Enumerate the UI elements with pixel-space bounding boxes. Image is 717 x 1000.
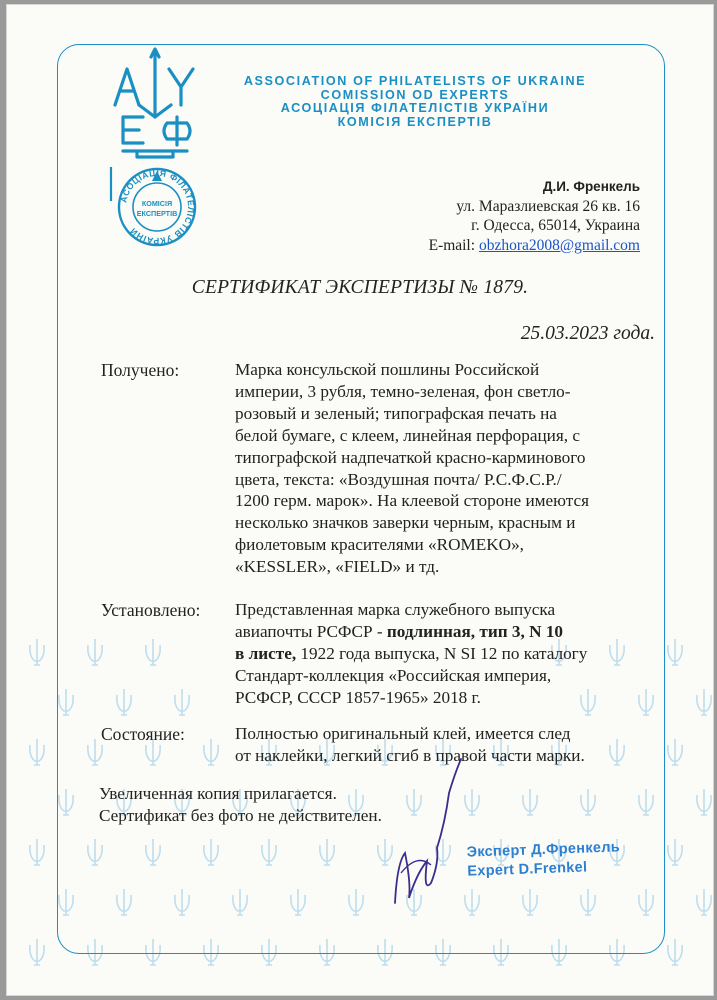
authentic-verdict: подлинная, тип 3, N 10 bbox=[386, 621, 564, 641]
address-line1: ул. Маразлиевская 26 кв. 16 bbox=[456, 197, 640, 215]
received-line: несколько значков заверки черным, красным и bbox=[235, 513, 576, 533]
seal-ring-text: АСОЦІАЦІЯ ФІЛАТЕЛІСТІВ УКРАЇНИ bbox=[118, 167, 197, 247]
received-line: белой бумаге, с клеем, линейная перфорация, с bbox=[235, 425, 581, 445]
received-line: цвета, текста: «Воздушная почта/ Р.С.Ф.С.Р./ bbox=[235, 469, 562, 489]
commission-ua: КОМІСІЯ ЕКСПЕРТІВ bbox=[337, 114, 493, 129]
email-link[interactable]: obzhora2008@gmail.com bbox=[478, 236, 640, 254]
certificate-date: 25.03.2023 года. bbox=[520, 323, 655, 344]
watermark-trident-icon bbox=[668, 839, 682, 865]
certificate-sheet bbox=[6, 4, 714, 996]
association-logo bbox=[107, 47, 203, 257]
watermark-trident-icon bbox=[697, 789, 711, 815]
association-en: ASSOCIATION OF PHILATELISTS OF UKRAINE bbox=[243, 74, 587, 88]
watermark-trident-icon bbox=[30, 739, 44, 765]
address-line2: г. Одесса, 65014, Украина bbox=[471, 217, 640, 234]
note-copy-attached: Увеличенная копия прилагается. bbox=[99, 784, 337, 803]
condition-line: от наклейки, легкий сгиб в правой части марки. bbox=[235, 745, 585, 765]
expert-contact bbox=[429, 177, 640, 255]
received-line: империи, 3 рубля, темно-зеленая, фон светло- bbox=[235, 381, 571, 401]
seal-center-line2: ЕКСПЕРТІВ bbox=[136, 209, 178, 218]
received-line: типографской надпечаткой красно-карминового bbox=[235, 447, 586, 467]
expert-stamp bbox=[466, 838, 621, 881]
condition-line: Полностью оригинальный клей, имеется след bbox=[235, 724, 571, 743]
association-ua: АСОЦІАЦІЯ ФІЛАТЕЛІСТІВ УКРАЇНИ bbox=[280, 101, 550, 115]
received-line: «KESSLER», «FIELD» и тд. bbox=[235, 557, 440, 577]
received-line: 1200 герм. марок». На клеевой стороне имеются bbox=[235, 491, 590, 511]
established-line4: Стандарт-коллекция «Российская империя, bbox=[235, 665, 552, 685]
established-line1: Представленная марка служебного выпуска bbox=[235, 600, 556, 619]
notes bbox=[99, 783, 382, 827]
received-label: Получено: bbox=[101, 360, 180, 380]
seal-center-line1: КОМІСІЯ bbox=[141, 199, 173, 208]
watermark-trident-icon bbox=[668, 739, 682, 765]
watermark-trident-icon bbox=[697, 689, 711, 715]
watermark-trident-icon bbox=[668, 639, 682, 665]
received-line: фиолетовым красителями «ROMEKO», bbox=[235, 535, 524, 555]
association-header bbox=[205, 75, 625, 129]
established-line2: авиапочты РСФСР - подлинная, тип 3, N 10 bbox=[235, 621, 564, 641]
signature bbox=[387, 753, 467, 913]
watermark-trident-icon bbox=[668, 939, 682, 965]
established-line5: РСФСР, СССР 1857-1965» 2018 г. bbox=[235, 687, 481, 707]
watermark-trident-icon bbox=[30, 939, 44, 965]
established-label: Установлено: bbox=[101, 600, 201, 620]
watermark-trident-icon bbox=[697, 889, 711, 915]
email-label: E-mail: bbox=[428, 236, 476, 254]
commission-en: COMISSION OD EXPERTS bbox=[320, 87, 510, 102]
stamp-line-en: Expert D.Frenkel bbox=[467, 859, 588, 880]
received-text bbox=[235, 359, 655, 578]
email-line bbox=[429, 236, 640, 256]
condition-label: Состояние: bbox=[101, 724, 185, 744]
certificate-title: СЕРТИФИКАТ ЭКСПЕРТИЗЫ № 1879. bbox=[191, 277, 529, 298]
stamp-line-ru: Эксперт Д.Френкель bbox=[466, 839, 621, 861]
established-text bbox=[235, 599, 655, 709]
watermark-trident-icon bbox=[30, 839, 44, 865]
watermark-trident-icon bbox=[30, 639, 44, 665]
seal bbox=[107, 167, 196, 246]
note-photo-required: Сертификат без фото не действителен. bbox=[99, 805, 382, 825]
expert-name: Д.И. Френкель bbox=[542, 179, 640, 194]
established-line3: в листе, 1922 года выпуска, N SI 12 по каталогу bbox=[235, 643, 588, 663]
received-line: Марка консульской пошлины Российской bbox=[235, 360, 540, 379]
received-line: розовый и зеленый; типографская печать на bbox=[235, 403, 557, 423]
